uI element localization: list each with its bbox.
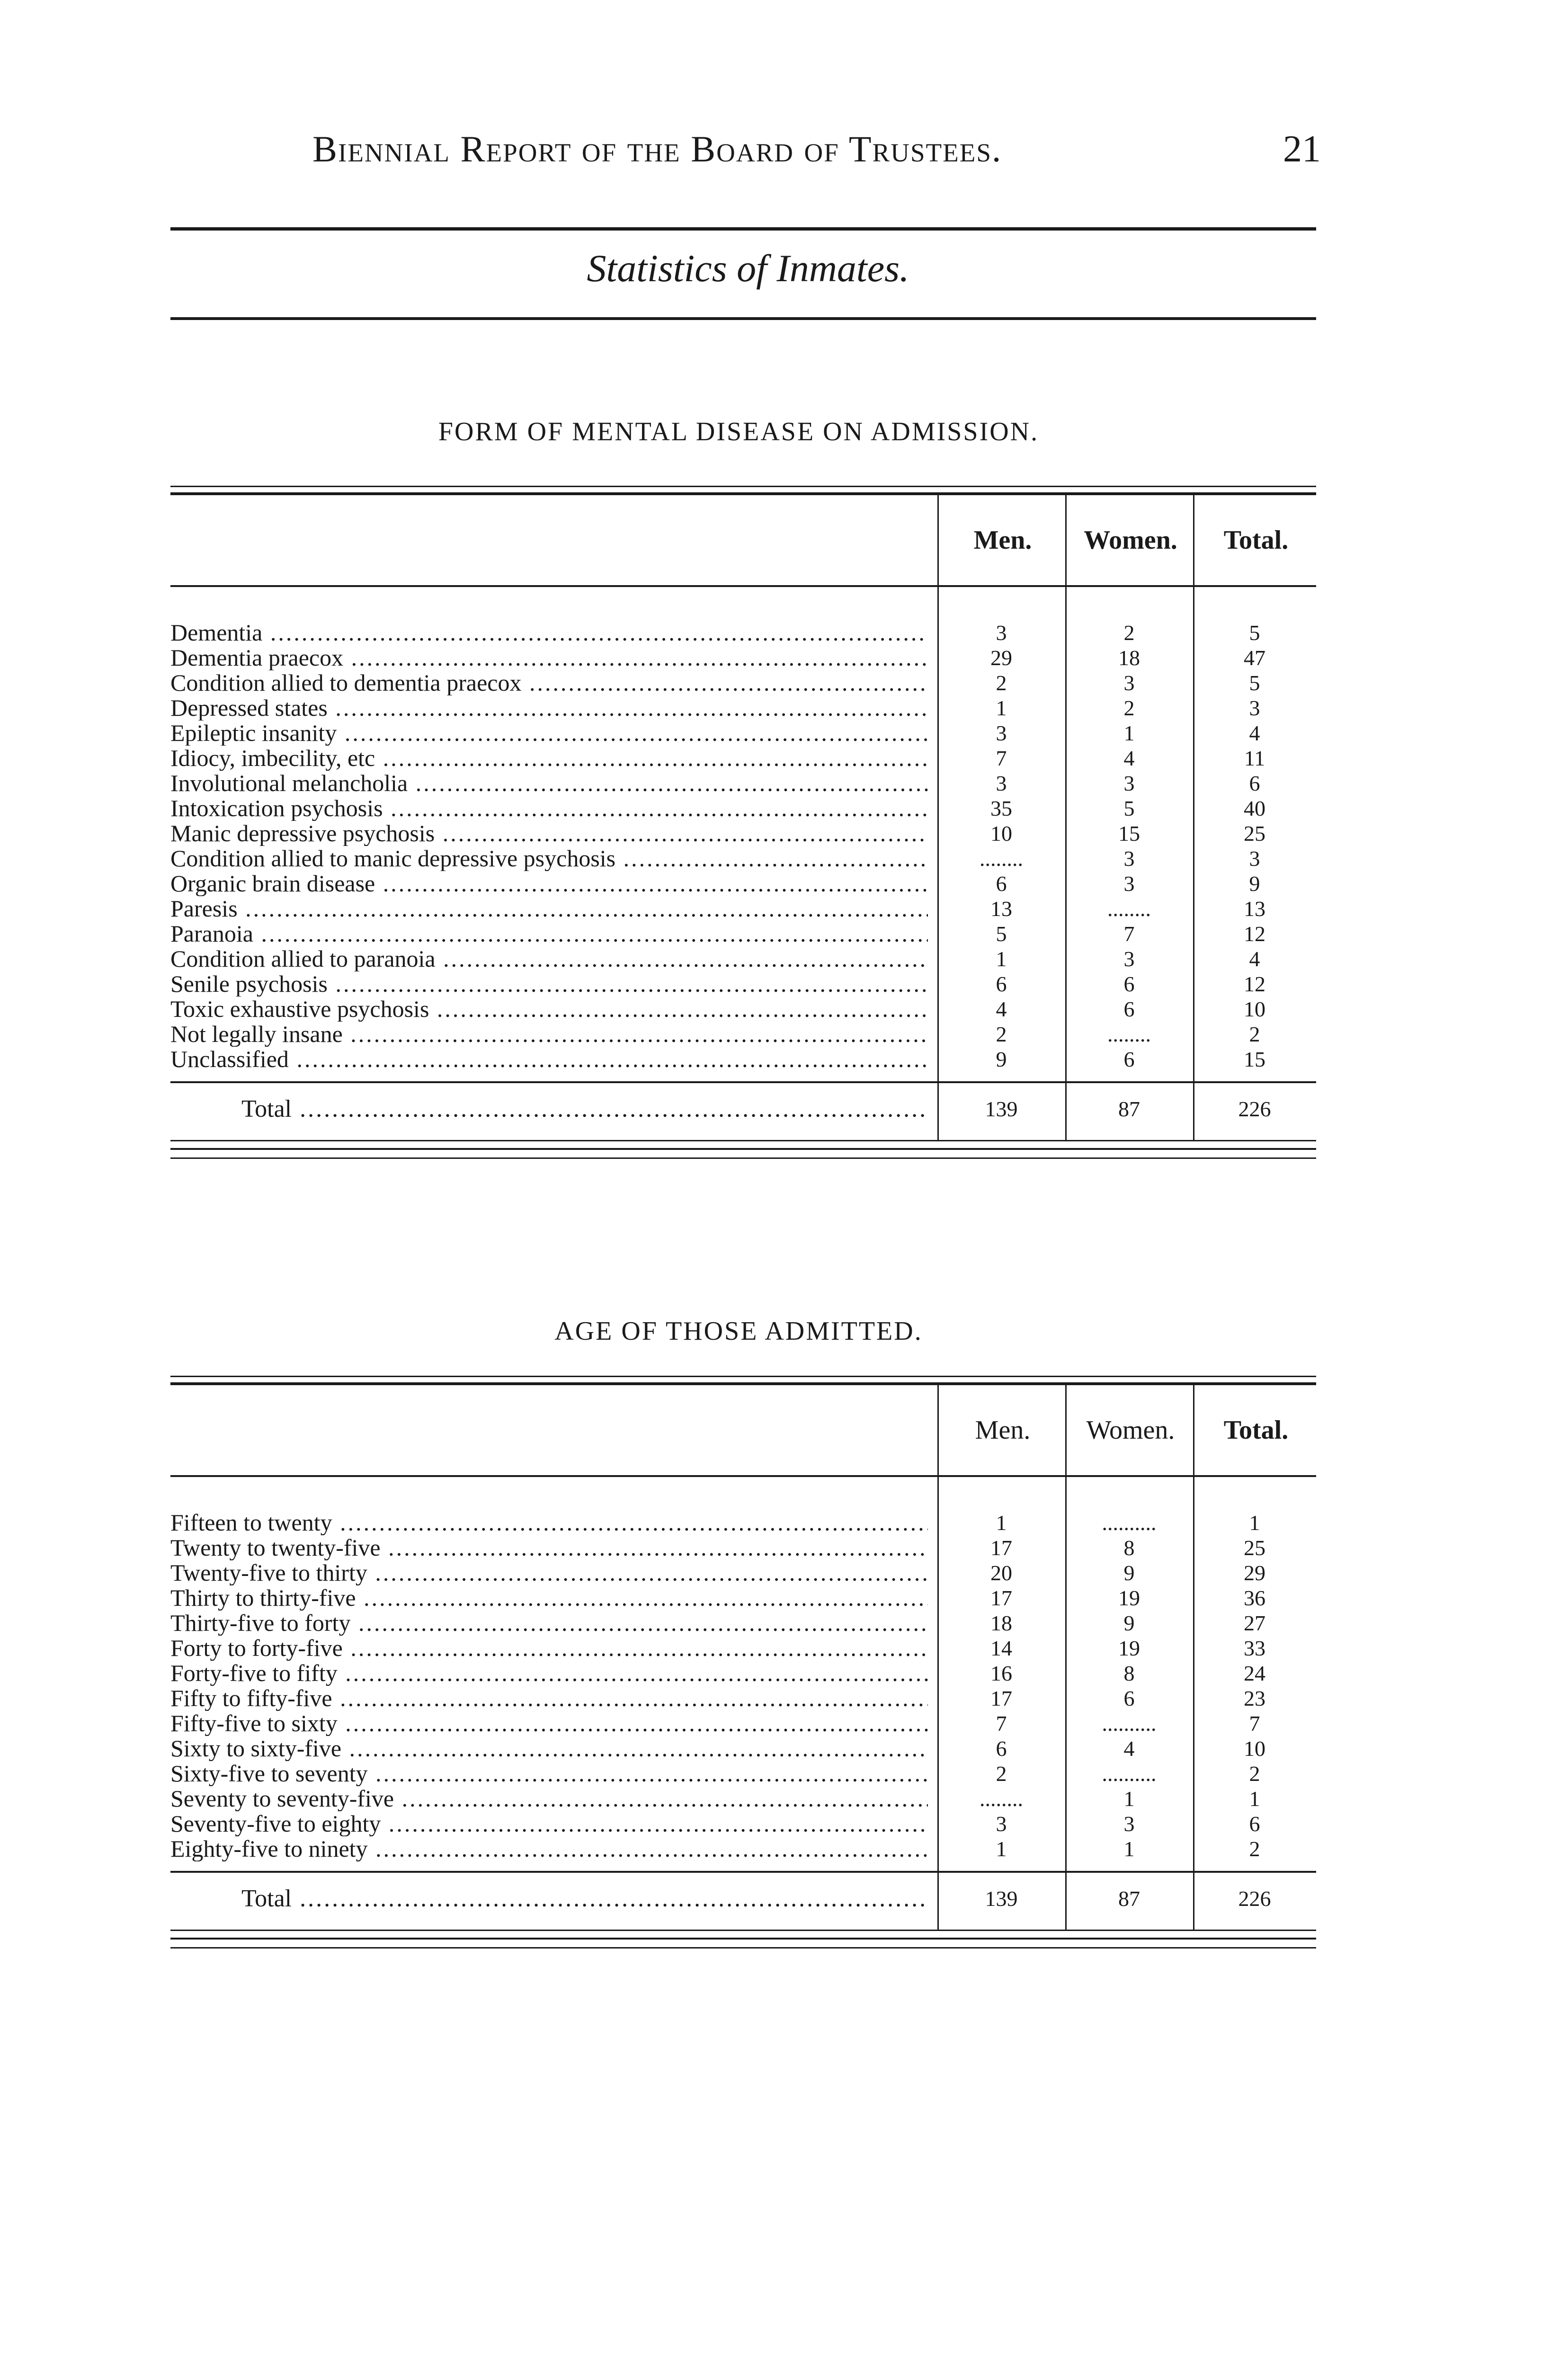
table-body	[170, 1477, 1316, 1931]
cell-women: ..........	[1102, 1762, 1157, 1786]
table-row	[170, 1761, 1316, 1786]
cell-women: 3	[1123, 947, 1135, 971]
cell-women: 3	[1123, 671, 1135, 695]
table-row	[170, 721, 1316, 746]
table-row	[170, 1811, 1316, 1836]
cell-women: 18	[1118, 646, 1140, 670]
table-row	[170, 997, 1316, 1022]
cell-total: 11	[1244, 746, 1265, 770]
cell-total: 25	[1244, 821, 1265, 845]
row-label: Epileptic insanity .....	[170, 721, 928, 746]
cell-men: 1	[996, 947, 1007, 971]
cell-total: 2	[1249, 1022, 1260, 1046]
row-label: Twenty to twenty-five .....	[170, 1535, 928, 1560]
cell-men: 13	[990, 897, 1012, 921]
table-row	[170, 645, 1316, 670]
cell-women: 6	[1123, 1686, 1135, 1710]
cell-total: 6	[1249, 1812, 1260, 1836]
row-label: Dementia .....	[170, 620, 928, 645]
cell-total: 4	[1249, 721, 1260, 745]
cell-women: 7	[1123, 922, 1135, 946]
column-header-men: Men.	[937, 495, 1067, 585]
mental-disease-table	[170, 492, 1316, 1159]
total-label: Total .....	[241, 1083, 928, 1135]
table-row	[170, 871, 1316, 896]
row-label: Paresis .....	[170, 896, 928, 921]
cell-women: 1	[1123, 1837, 1135, 1861]
cell-total: 7	[1249, 1711, 1260, 1735]
cell-women: 19	[1118, 1636, 1140, 1660]
total-women: 87	[1118, 1097, 1140, 1121]
cell-men: 3	[996, 721, 1007, 745]
cell-women: 2	[1123, 621, 1135, 645]
cell-women: 3	[1123, 846, 1135, 871]
column-header-men: Men.	[937, 1385, 1067, 1475]
cell-men: 6	[996, 872, 1007, 896]
table-rows	[170, 587, 1316, 1081]
table-row	[170, 896, 1316, 921]
cell-total: 1	[1249, 1787, 1260, 1811]
table-row	[170, 846, 1316, 871]
cell-women: ........	[1107, 897, 1151, 921]
cell-total: 36	[1244, 1586, 1265, 1610]
cell-total: 5	[1249, 621, 1260, 645]
table-row	[170, 771, 1316, 796]
cell-total: 3	[1249, 846, 1260, 871]
cell-total: 23	[1244, 1686, 1265, 1710]
cell-men: 18	[990, 1611, 1012, 1635]
cell-women: 2	[1123, 696, 1135, 720]
cell-total: 29	[1244, 1561, 1265, 1585]
cell-men: 6	[996, 972, 1007, 996]
table-row	[170, 1047, 1316, 1072]
cell-men: 1	[996, 1837, 1007, 1861]
cell-total: 2	[1249, 1837, 1260, 1861]
cell-total: 24	[1244, 1661, 1265, 1685]
table-row	[170, 1535, 1316, 1560]
cell-men: 1	[996, 696, 1007, 720]
cell-men: 7	[996, 1711, 1007, 1735]
cell-total: 9	[1249, 872, 1260, 896]
table-row	[170, 821, 1316, 846]
cell-men: 3	[996, 771, 1007, 795]
table-row	[170, 1585, 1316, 1611]
cell-men: 14	[990, 1636, 1012, 1660]
cell-total: 27	[1244, 1611, 1265, 1635]
row-label: Thirty to thirty-five .....	[170, 1585, 928, 1611]
cell-total: 15	[1244, 1047, 1265, 1071]
cell-total: 33	[1244, 1636, 1265, 1660]
table-title-age: AGE OF THOSE ADMITTED.	[554, 1317, 923, 1346]
table-row	[170, 1560, 1316, 1585]
cell-men: 2	[996, 671, 1007, 695]
row-label: Involutional melancholia .....	[170, 771, 928, 796]
cell-women: 3	[1123, 771, 1135, 795]
row-label: Fifty to fifty-five .....	[170, 1686, 928, 1711]
cell-total: 47	[1244, 646, 1265, 670]
table-row	[170, 1686, 1316, 1711]
row-label: Senile psychosis .....	[170, 971, 928, 997]
total-row	[170, 1081, 1316, 1140]
table-end-rule	[170, 1148, 1316, 1159]
row-label: Dementia praecox .....	[170, 645, 928, 670]
cell-women: ..........	[1102, 1511, 1157, 1535]
cell-men: 9	[996, 1047, 1007, 1071]
cell-women: 6	[1123, 997, 1135, 1021]
table-row	[170, 1611, 1316, 1636]
cell-women: 19	[1118, 1586, 1140, 1610]
cell-men: 35	[990, 796, 1012, 820]
total-men: 139	[985, 1886, 1018, 1911]
cell-total: 5	[1249, 671, 1260, 695]
row-label: Unclassified .....	[170, 1047, 928, 1072]
row-label: Paranoia .....	[170, 921, 928, 946]
total-men: 139	[985, 1097, 1018, 1121]
cell-total: 1	[1249, 1511, 1260, 1535]
row-label: Condition allied to dementia praecox .....	[170, 670, 928, 695]
row-label: Not legally insane .....	[170, 1022, 928, 1047]
table-row	[170, 1510, 1316, 1535]
running-head: Biennial Report of the Board of Trustees.	[312, 128, 1002, 169]
cell-total: 13	[1244, 897, 1265, 921]
cell-men: 20	[990, 1561, 1012, 1585]
cell-men: 2	[996, 1022, 1007, 1046]
table-row	[170, 620, 1316, 645]
section-rule	[170, 317, 1316, 320]
cell-total: 12	[1244, 922, 1265, 946]
row-label: Sixty to sixty-five .....	[170, 1736, 928, 1761]
column-header-total: Total.	[1193, 495, 1318, 585]
cell-total: 6	[1249, 771, 1260, 795]
cell-men: 29	[990, 646, 1012, 670]
table-rows	[170, 1477, 1316, 1871]
cell-men: ........	[980, 1787, 1023, 1811]
table-row	[170, 921, 1316, 946]
cell-men: 7	[996, 746, 1007, 770]
row-label: Toxic exhaustive psychosis .....	[170, 997, 928, 1022]
cell-women: 15	[1118, 821, 1140, 845]
table-header	[170, 1382, 1316, 1477]
cell-total: 10	[1244, 1736, 1265, 1761]
cell-men: 5	[996, 922, 1007, 946]
cell-women: 1	[1123, 1787, 1135, 1811]
row-label: Intoxication psychosis .....	[170, 796, 928, 821]
cell-total: 2	[1249, 1762, 1260, 1786]
row-label: Idiocy, imbecility, etc .....	[170, 746, 928, 771]
total-row	[170, 1871, 1316, 1930]
cell-men: 1	[996, 1511, 1007, 1535]
cell-men: 17	[990, 1686, 1012, 1710]
table-row	[170, 946, 1316, 971]
cell-men: 16	[990, 1661, 1012, 1685]
cell-men: 4	[996, 997, 1007, 1021]
table-end-rule	[170, 1938, 1316, 1949]
table-row	[170, 1736, 1316, 1761]
row-label: Forty to forty-five .....	[170, 1636, 928, 1661]
cell-men: 17	[990, 1536, 1012, 1560]
section-title: Statistics of Inmates.	[587, 247, 909, 290]
table-header	[170, 492, 1316, 587]
row-label: Condition allied to paranoia .....	[170, 946, 928, 971]
table-title-mental-disease: FORM OF MENTAL DISEASE ON ADMISSION.	[438, 417, 1039, 446]
table-row	[170, 1836, 1316, 1861]
row-label: Seventy-five to eighty .....	[170, 1811, 928, 1836]
cell-women: 3	[1123, 872, 1135, 896]
cell-women: 9	[1123, 1561, 1135, 1585]
cell-men: 3	[996, 1812, 1007, 1836]
row-label: Eighty-five to ninety .....	[170, 1836, 928, 1861]
cell-women: 6	[1123, 972, 1135, 996]
row-label: Condition allied to manic depressive psychosis .....	[170, 846, 928, 871]
cell-men: 10	[990, 821, 1012, 845]
cell-total: 10	[1244, 997, 1265, 1021]
table-row	[170, 695, 1316, 721]
total-total: 226	[1238, 1097, 1271, 1121]
row-label: Seventy to seventy-five .....	[170, 1786, 928, 1811]
cell-total: 4	[1249, 947, 1260, 971]
cell-men: 2	[996, 1762, 1007, 1786]
cell-women: 8	[1123, 1661, 1135, 1685]
cell-total: 40	[1244, 796, 1265, 820]
table-row	[170, 1711, 1316, 1736]
total-total: 226	[1238, 1886, 1271, 1911]
table-row	[170, 670, 1316, 695]
table-row	[170, 1786, 1316, 1811]
cell-women: 4	[1123, 746, 1135, 770]
table-row	[170, 796, 1316, 821]
cell-men: 17	[990, 1586, 1012, 1610]
table-row	[170, 971, 1316, 997]
row-label: Fifteen to twenty .....	[170, 1510, 928, 1535]
total-label: Total .....	[241, 1873, 928, 1925]
cell-total: 3	[1249, 696, 1260, 720]
cell-women: ..........	[1102, 1711, 1157, 1735]
table-row	[170, 1636, 1316, 1661]
cell-women: 1	[1123, 721, 1135, 745]
cell-women: 3	[1123, 1812, 1135, 1836]
row-label: Sixty-five to seventy .....	[170, 1761, 928, 1786]
page-number: 21	[1283, 128, 1321, 170]
column-header-total: Total.	[1193, 1385, 1318, 1475]
table-body	[170, 587, 1316, 1141]
header-rule	[170, 227, 1316, 231]
row-label: Depressed states .....	[170, 695, 928, 721]
cell-women: 4	[1123, 1736, 1135, 1761]
cell-women: 6	[1123, 1047, 1135, 1071]
cell-men: ........	[980, 846, 1023, 871]
cell-women: ........	[1107, 1022, 1151, 1046]
row-label: Forty-five to fifty .....	[170, 1661, 928, 1686]
cell-total: 12	[1244, 972, 1265, 996]
row-label: Thirty-five to forty .....	[170, 1611, 928, 1636]
table-row	[170, 1022, 1316, 1047]
row-label: Manic depressive psychosis .....	[170, 821, 928, 846]
cell-total: 25	[1244, 1536, 1265, 1560]
row-label: Twenty-five to thirty .....	[170, 1560, 928, 1585]
row-label: Organic brain disease .....	[170, 871, 928, 896]
table-row	[170, 746, 1316, 771]
cell-women: 5	[1123, 796, 1135, 820]
cell-men: 3	[996, 621, 1007, 645]
table-row	[170, 1661, 1316, 1686]
row-label: Fifty-five to sixty .....	[170, 1711, 928, 1736]
cell-women: 9	[1123, 1611, 1135, 1635]
total-women: 87	[1118, 1886, 1140, 1911]
age-table	[170, 1382, 1316, 1949]
column-header-women: Women.	[1065, 1385, 1194, 1475]
column-header-women: Women.	[1065, 495, 1194, 585]
cell-women: 8	[1123, 1536, 1135, 1560]
cell-men: 6	[996, 1736, 1007, 1761]
